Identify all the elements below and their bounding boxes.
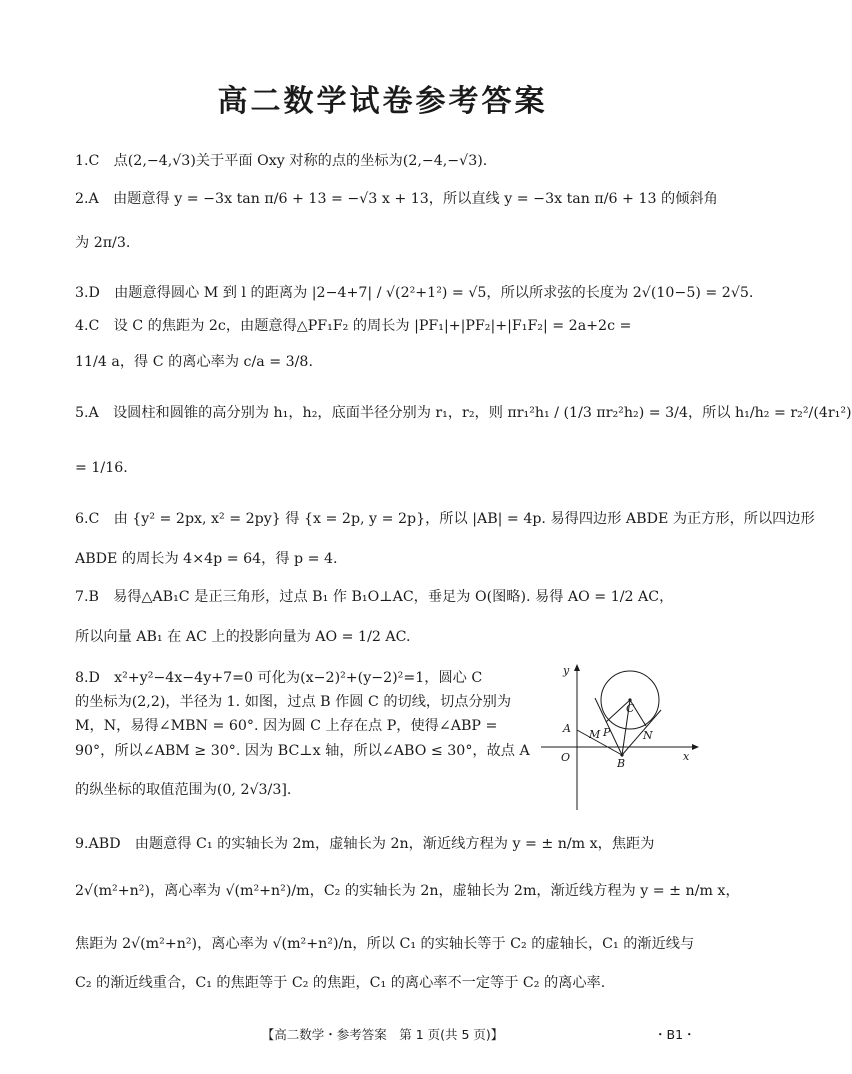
label-n: N — [643, 729, 653, 742]
answer-8-line-5: 的纵坐标的取值范围为(0, 2√3/3]. — [75, 782, 292, 798]
answer-8-line-4: 90°，所以∠ABM ≥ 30°. 因为 BC⊥x 轴，所以∠ABO ≤ 30°，故点 A — [75, 743, 530, 759]
answer-1: 1.C 点(2,−4,√3)关于平面 Oxy 对称的点的坐标为(2,−4,−√3). — [75, 153, 488, 169]
label-p: P — [603, 726, 611, 739]
answer-8-line-3: M，N，易得∠MBN = 60°. 因为圆 C 上存在点 P，使得∠ABP = — [75, 718, 498, 734]
answer-9-line-3: 焦距为 2√(m²+n²)，离心率为 √(m²+n²)/n，所以 C₁ 的实轴长等于 C₂ 的虚轴长，C₁ 的渐近线与 — [75, 936, 695, 952]
answer-7-line-2: 所以向量 AB₁ 在 AC 上的投影向量为 AO = 1/2 AC. — [75, 629, 411, 645]
label-o: O — [561, 751, 571, 764]
answer-7-line-1: 7.B 易得△AB₁C 是正三角形，过点 B₁ 作 B₁O⊥AC，垂足为 O(图略). 易得 AO = 1/2 AC， — [75, 589, 674, 605]
answer-5-line-1: 5.A 设圆柱和圆锥的高分别为 h₁，h₂，底面半径分别为 r₁，r₂，则 πr₁²h₁ / (1/3 πr₂²h₂) = 3/4，所以 h₁/h₂ = r₂²/(4r₁²) — [75, 405, 852, 421]
label-a: A — [563, 722, 571, 735]
answer-4-line-1: 4.C 设 C 的焦距为 2c，由题意得△PF₁F₂ 的周长为 |PF₁|+|PF₂|+|F₁F₂| = 2a+2c = — [75, 318, 632, 334]
page-footer: 【高二数学・参考答案 第 1 页(共 5 页)】 — [261, 1027, 504, 1042]
q8-geometry-figure — [533, 660, 703, 812]
answer-6-line-1: 6.C 由 {y² = 2px, x² = 2py} 得 {x = 2p, y = 2p}，所以 |AB| = 4p. 易得四边形 ABDE 为正方形，所以四边形 — [75, 511, 815, 527]
answer-2-line-2: 为 2π/3. — [75, 235, 131, 251]
answer-9-line-1: 9.ABD 由题意得 C₁ 的实轴长为 2m，虚轴长为 2n，渐近线方程为 y = ± n/m x，焦距为 — [75, 836, 655, 852]
page-badge: ・B1・ — [654, 1027, 696, 1042]
x-axis-arrow — [692, 744, 699, 750]
answer-5-line-2: = 1/16. — [75, 460, 128, 476]
page-title: 高二数学试卷参考答案 — [217, 84, 548, 119]
answer-9-line-2: 2√(m²+n²)，离心率为 √(m²+n²)/m，C₂ 的实轴长为 2n，虚轴长为 2m，渐近线方程为 y = ± n/m x， — [75, 883, 740, 899]
label-c: C — [626, 702, 635, 715]
y-axis-arrow — [574, 664, 580, 671]
answer-8-line-1: 8.D x²+y²−4x−4y+7=0 可化为(x−2)²+(y−2)²=1，圆心 C — [75, 670, 483, 686]
label-m: M — [589, 728, 601, 741]
answer-9-line-4: C₂ 的渐近线重合，C₁ 的焦距等于 C₂ 的焦距，C₁ 的离心率不一定等于 C₂ 的离心率. — [75, 975, 606, 991]
answer-2-line-1: 2.A 由题意得 y = −3x tan π/6 + 13 = −√3 x + 13，所以直线 y = −3x tan π/6 + 13 的倾斜角 — [75, 191, 718, 207]
answer-6-line-2: ABDE 的周长为 4×4p = 64，得 p = 4. — [75, 551, 338, 567]
answer-4-line-2: 11/4 a，得 C 的离心率为 c/a = 3/8. — [75, 354, 313, 370]
label-x: x — [683, 750, 690, 763]
answer-8-line-2: 的坐标为(2,2)，半径为 1. 如图，过点 B 作圆 C 的切线，切点分别为 — [75, 694, 512, 710]
answer-3: 3.D 由题意得圆心 M 到 l 的距离为 |2−4+7| / √(2²+1²) = √5，所以所求弦的长度为 2√(10−5) = 2√5. — [75, 285, 754, 301]
label-y: y — [563, 664, 570, 677]
label-b: B — [617, 757, 626, 770]
